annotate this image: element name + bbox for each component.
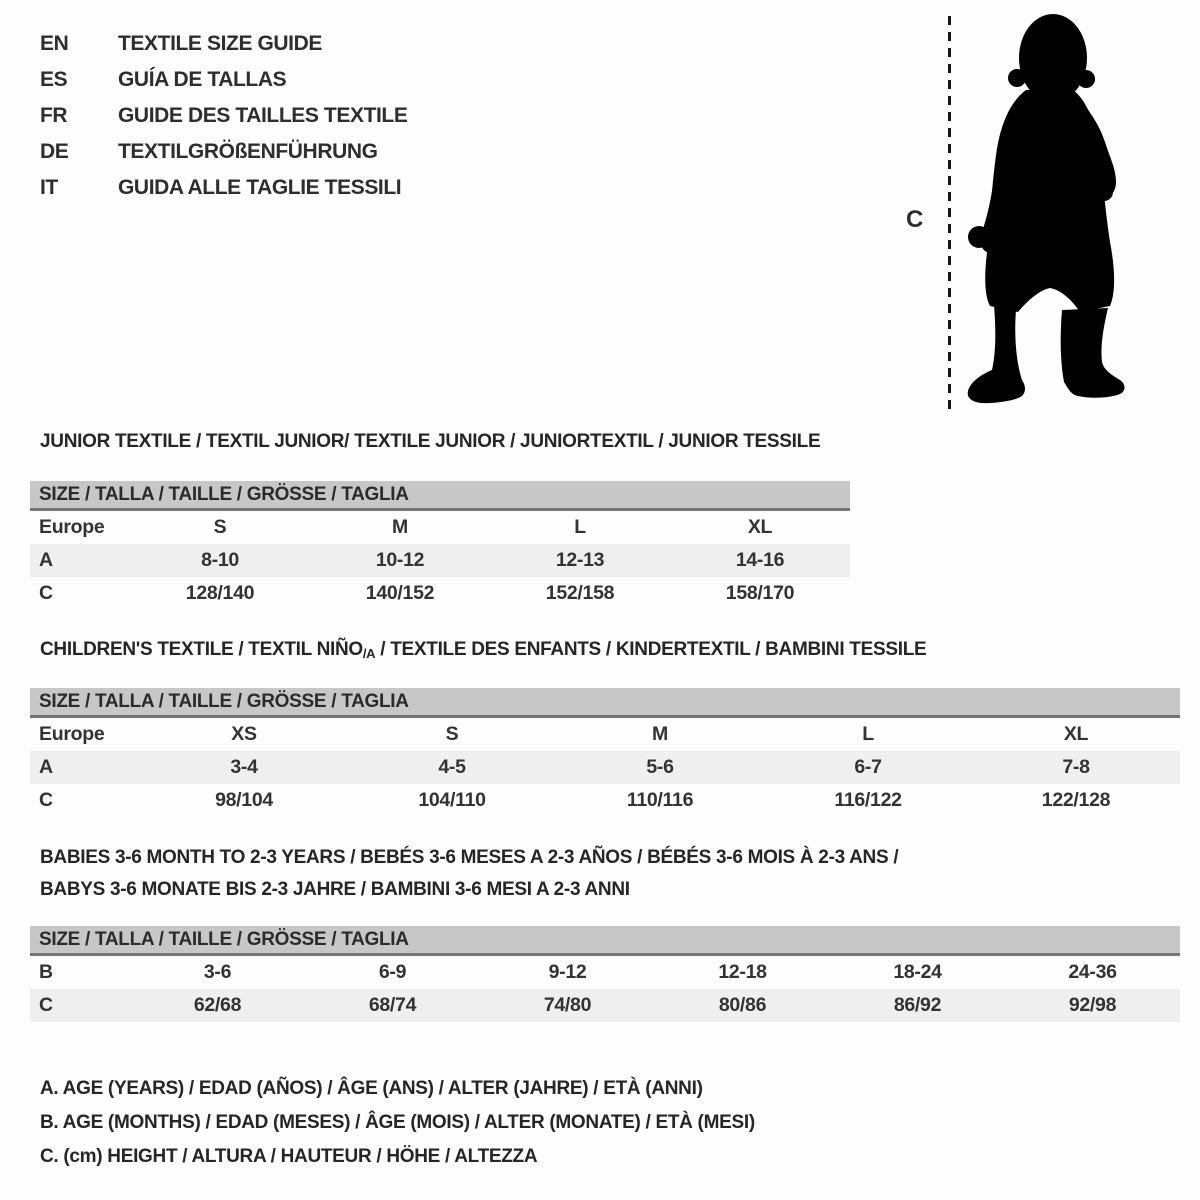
- size-header-band: SIZE / TALLA / TAILLE / GRÖSSE / TAGLIA: [30, 926, 1180, 956]
- babies-title-line-1: BABIES 3-6 MONTH TO 2-3 YEARS / BEBÉS 3-6 MESES A 2-3 AÑOS / BÉBÉS 3-6 MOIS À 2-3 ANS /: [40, 847, 899, 868]
- language-row: [40, 134, 407, 170]
- junior-section-title: JUNIOR TEXTILE / TEXTIL JUNIOR/ TEXTILE JUNIOR / JUNIORTEXTIL / JUNIOR TESSILE: [40, 431, 821, 452]
- language-row: [40, 98, 407, 134]
- legend-line: C. (cm) HEIGHT / ALTURA / HAUTEUR / HÖHE / ALTEZZA: [40, 1146, 538, 1167]
- table-cell: 8-10: [201, 549, 239, 571]
- table-cell: 110/116: [626, 789, 694, 811]
- legend-line: B. AGE (MONTHS) / EDAD (MESES) / ÂGE (MOIS) / ALTER (MONATE) / ETÀ (MESI): [40, 1112, 755, 1133]
- size-header-band: SIZE / TALLA / TAILLE / GRÖSSE / TAGLIA: [30, 688, 1180, 718]
- table-cell: 152/158: [545, 582, 615, 604]
- table-cell: 128/140: [185, 582, 255, 604]
- table-row: [30, 577, 850, 610]
- table-row: [30, 989, 1180, 1022]
- table-cell: 10-12: [375, 549, 425, 571]
- language-code: EN: [40, 32, 69, 55]
- row-label: C: [39, 789, 53, 811]
- language-title: GUIDA ALLE TAGLIE TESSILI: [118, 176, 402, 199]
- row-label: B: [39, 961, 53, 983]
- table-cell: 7-8: [1062, 756, 1090, 778]
- table-cell: 12-13: [555, 549, 605, 571]
- row-label: Europe: [39, 516, 105, 538]
- language-title: TEXTILE SIZE GUIDE: [118, 32, 322, 55]
- babies-table-rows: [30, 956, 1180, 1022]
- language-row: [40, 170, 407, 206]
- table-row: [30, 784, 1180, 817]
- language-title: TEXTILGRÖßENFÜHRUNG: [118, 140, 378, 163]
- table-cell: 14-16: [735, 549, 785, 571]
- table-cell: 140/152: [365, 582, 435, 604]
- size-header-band: SIZE / TALLA / TAILLE / GRÖSSE / TAGLIA: [30, 481, 850, 511]
- language-title-list: [40, 26, 407, 206]
- table-cell: XL: [1063, 723, 1089, 745]
- language-title: GUÍA DE TALLAS: [118, 68, 287, 91]
- table-cell: 6-7: [854, 756, 882, 778]
- table-cell: M: [392, 516, 408, 538]
- table-cell: M: [652, 723, 668, 745]
- babies-size-table: [30, 926, 1180, 1022]
- table-cell: L: [862, 723, 874, 745]
- table-cell: S: [213, 516, 227, 538]
- table-cell: 3-4: [230, 756, 258, 778]
- table-cell: 80/86: [718, 994, 767, 1016]
- table-cell: 62/68: [193, 994, 242, 1016]
- table-row: [30, 511, 850, 544]
- table-cell: XS: [231, 723, 257, 745]
- table-cell: 12-18: [718, 961, 767, 983]
- toddler-silhouette-image: [958, 10, 1138, 410]
- babies-section-title: [40, 842, 898, 906]
- babies-title-line-2: BABYS 3-6 MONATE BIS 2-3 JAHRE / BAMBINI 3-6 MESI A 2-3 ANNI: [40, 879, 630, 900]
- table-cell: 122/128: [1041, 789, 1111, 811]
- table-cell: 9-12: [548, 961, 587, 983]
- height-dashed-line: [948, 16, 951, 412]
- table-cell: 5-6: [646, 756, 674, 778]
- language-code: IT: [40, 176, 58, 199]
- junior-size-table: [30, 481, 850, 610]
- table-cell: 6-9: [378, 961, 407, 983]
- children-title-after: / TEXTILE DES ENFANTS / KINDERTEXTIL / BAMBINI TESSILE: [375, 639, 927, 660]
- language-title: GUIDE DES TAILLES TEXTILE: [118, 104, 408, 127]
- table-cell: S: [445, 723, 459, 745]
- table-cell: 18-24: [893, 961, 942, 983]
- table-cell: 24-36: [1068, 961, 1117, 983]
- language-code: DE: [40, 140, 69, 163]
- row-label: A: [39, 756, 53, 778]
- table-cell: 116/122: [834, 789, 902, 811]
- table-cell: 98/104: [215, 789, 273, 811]
- row-label: A: [39, 549, 53, 571]
- table-cell: 74/80: [543, 994, 592, 1016]
- children-table-rows: [30, 718, 1180, 817]
- junior-table-rows: [30, 511, 850, 610]
- row-label: C: [39, 582, 53, 604]
- table-row: [30, 544, 850, 577]
- language-code: ES: [40, 68, 68, 91]
- children-title-sub: /A: [362, 646, 376, 661]
- table-cell: 4-5: [438, 756, 466, 778]
- row-label: Europe: [39, 723, 105, 745]
- legend: [40, 1072, 755, 1174]
- children-title-before: CHILDREN'S TEXTILE / TEXTIL NIÑO: [40, 639, 363, 660]
- table-row: [30, 751, 1180, 784]
- language-row: [40, 26, 407, 62]
- table-cell: 92/98: [1068, 994, 1117, 1016]
- table-cell: 86/92: [893, 994, 942, 1016]
- table-cell: 104/110: [418, 789, 486, 811]
- table-row: [30, 956, 1180, 989]
- children-size-table: [30, 688, 1180, 817]
- language-row: [40, 62, 407, 98]
- children-section-title: [40, 639, 926, 661]
- table-cell: 68/74: [368, 994, 417, 1016]
- legend-line: A. AGE (YEARS) / EDAD (AÑOS) / ÂGE (ANS) / ALTER (JAHRE) / ETÀ (ANNI): [40, 1078, 703, 1099]
- table-cell: 158/170: [725, 582, 795, 604]
- table-cell: 3-6: [203, 961, 232, 983]
- height-c-label: C: [906, 206, 924, 233]
- table-cell: XL: [747, 516, 773, 538]
- row-label: C: [39, 994, 53, 1016]
- table-cell: L: [574, 516, 586, 538]
- table-row: [30, 718, 1180, 751]
- language-code: FR: [40, 104, 68, 127]
